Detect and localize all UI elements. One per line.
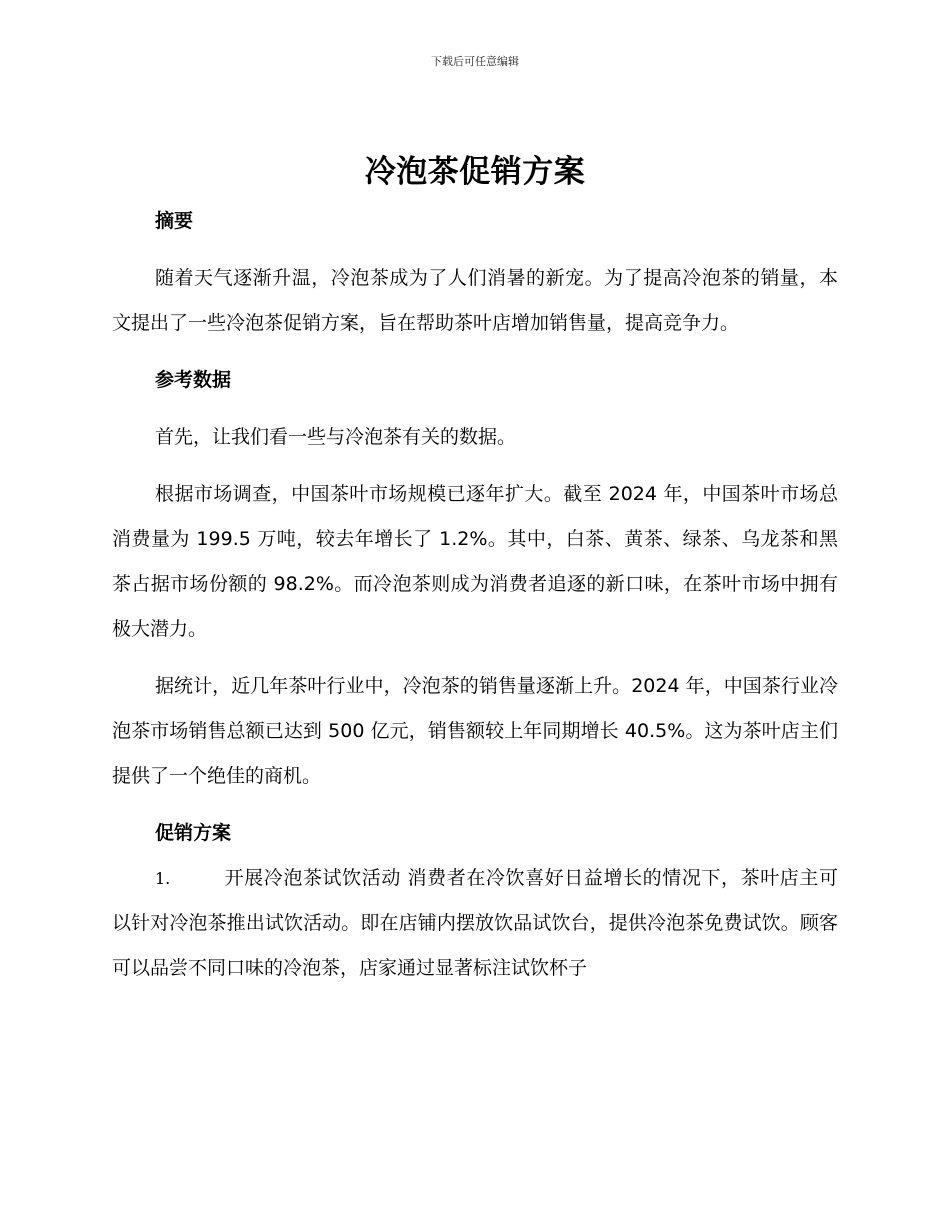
reference-paragraph-1: 首先，让我们看一些与冷泡茶有关的数据。 [155,426,517,448]
abstract-paragraph: 随着天气逐渐升温，冷泡茶成为了人们消暑的新宠。为了提高冷泡茶的销量，本文提出了一些冷泡茶促销方案，旨在帮助茶叶店增加销售量，提高竞争力。 [112,267,838,334]
section-heading-abstract: 摘要 [155,210,194,232]
document-body [112,198,838,991]
section-heading-reference: 参考数据 [155,369,232,391]
document-title: 冷泡茶促销方案 [364,154,586,190]
reference-paragraph-3: 据统计，近几年茶叶行业中，冷泡茶的销售量逐渐上升。2024 年，中国茶行业冷泡茶市场销售总额已达到 500 亿元，销售额较上年同期增长 40.5%。这为茶叶店主们提供了一个绝佳的商机。 [112,675,838,787]
promotion-list-item [112,856,838,991]
page-header-note: 下载后可任意编辑 [431,55,519,68]
list-item-number: 1. [155,869,171,888]
list-item-text: 开展冷泡茶试饮活动 消费者在冷饮喜好日益增长的情况下，茶叶店主可以针对冷泡茶推出试饮活动。即在店铺内摆放饮品试饮台，提供冷泡茶免费试饮。顾客可以品尝不同口味的冷泡茶，店家通过显著标注试饮杯子 [112,867,838,979]
section-heading-promotion: 促销方案 [155,822,232,844]
reference-paragraph-2: 根据市场调查，中国茶叶市场规模已逐年扩大。截至 2024 年，中国茶叶市场总消费量为 199.5 万吨，较去年增长了 1.2%。其中，白茶、黄茶、绿茶、乌龙茶和黑茶占据市场份额的 98.2%。而冷泡茶则成为消费者追逐的新口味，在茶叶市场中拥有极大潜力。 [112,483,838,640]
